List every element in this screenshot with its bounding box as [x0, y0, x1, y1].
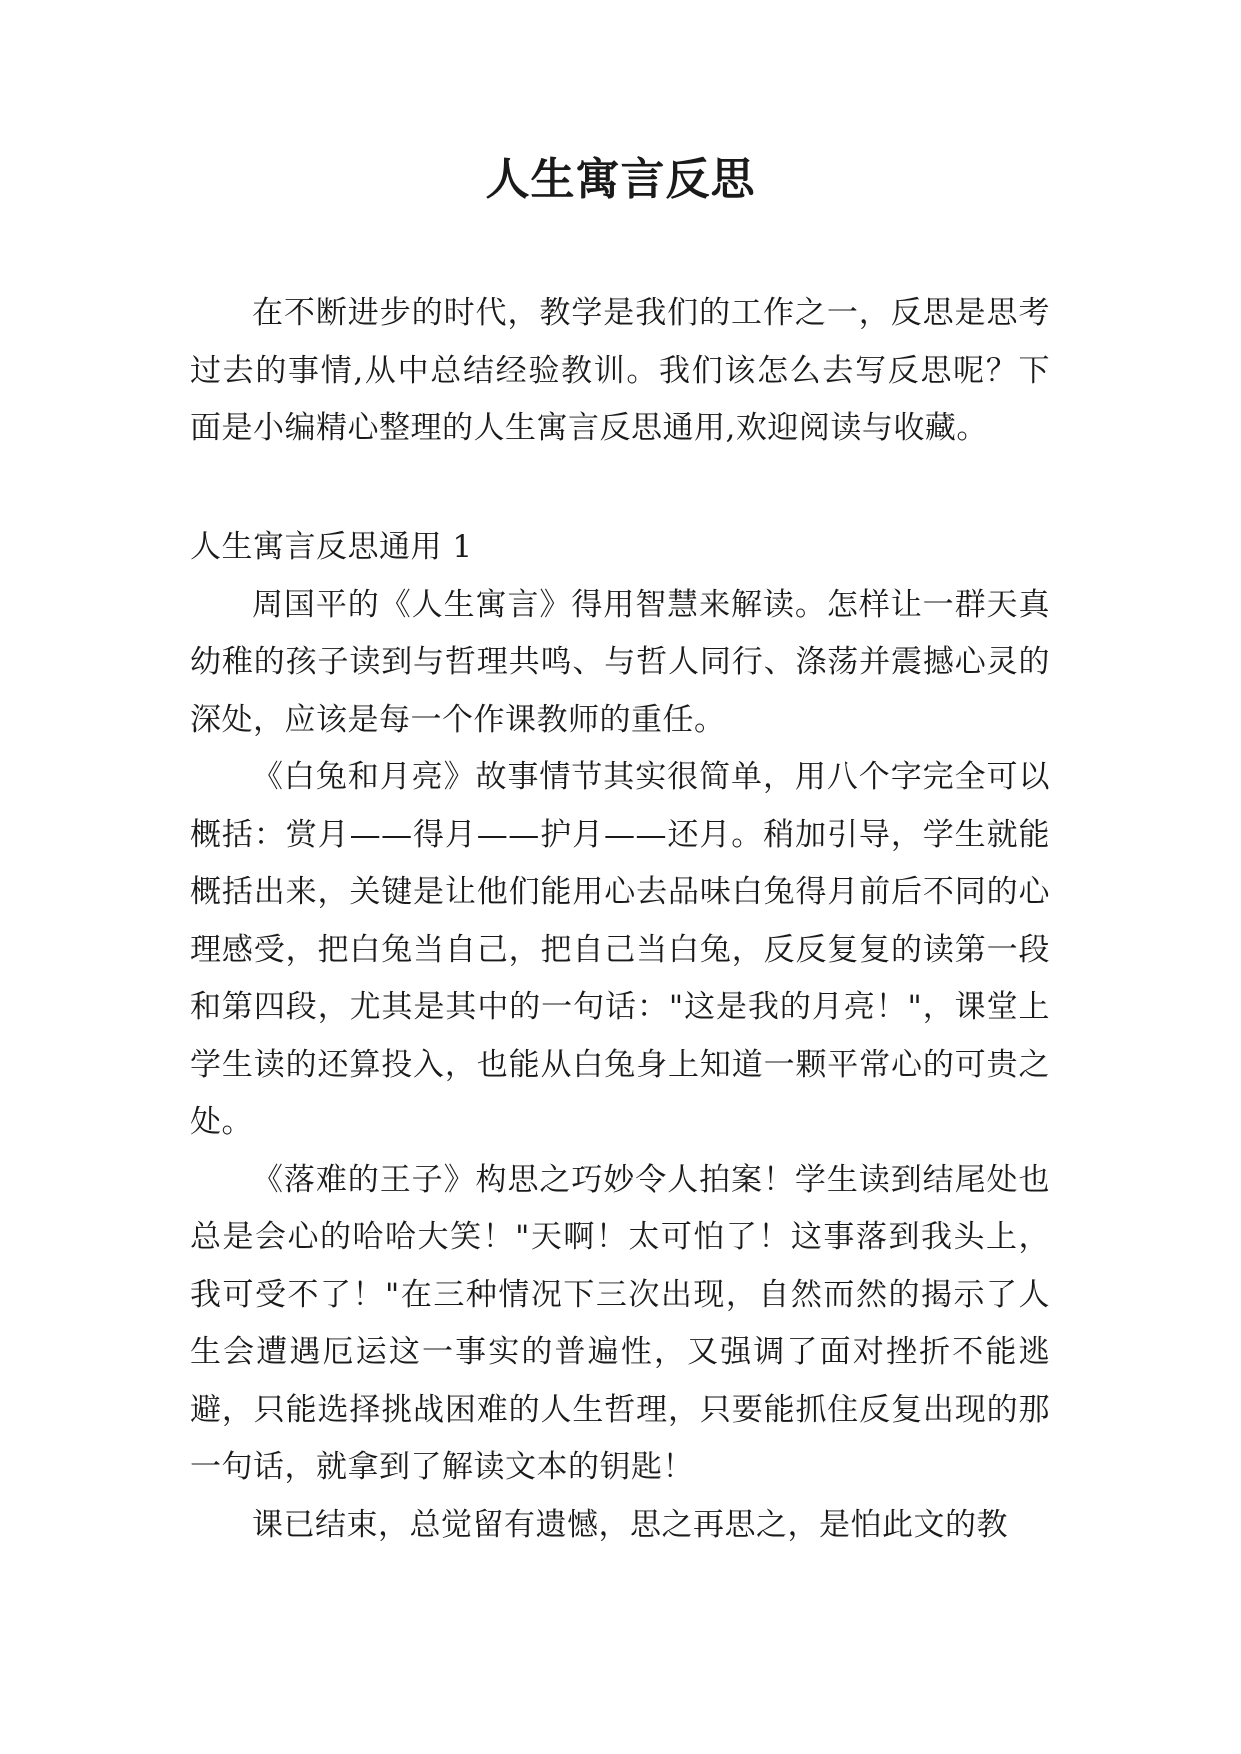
body-paragraph: 《落难的王子》构思之巧妙令人拍案！学生读到结尾处也总是会心的哈哈大笑！"天啊！太可怕了！这事落到我头上，我可受不了！"在三种情况下三次出现，自然而然的揭示了人生会遭遇厄运这一事实的普遍性，又强调了面对挫折不能逃避，只能选择挑战困难的人生哲理，只要能抓住反复出现的那一句话，就拿到了解读文本的钥匙！	[190, 1161, 1050, 1485]
body-paragraph: 课已结束，总觉留有遗憾，思之再思之，是怕此文的教	[252, 1506, 1008, 1543]
intro-block	[190, 285, 1050, 458]
body-paragraph: 《白兔和月亮》故事情节其实很简单，用八个字完全可以概括：赏月——得月——护月——还月。稍加引导，学生就能概括出来，关键是让他们能用心去品味白兔得月前后不同的心理感受，把白兔当自己，把自己当白兔，反反复复的读第一段和第四段，尤其是其中的一句话："这是我的月亮！"，课堂上学生读的还算投入，也能从白兔身上知道一颗平常心的可贵之处。	[190, 759, 1050, 1140]
section-heading: 人生寓言反思通用 1	[190, 529, 473, 565]
document-title: 人生寓言反思	[485, 154, 756, 205]
section-block	[190, 519, 1050, 1554]
body-paragraph: 周国平的《人生寓言》得用智慧来解读。怎样让一群天真幼稚的孩子读到与哲理共鸣、与哲人同行、涤荡并震撼心灵的深处，应该是每一个作课教师的重任。	[190, 586, 1050, 738]
intro-paragraph: 在不断进步的时代，教学是我们的工作之一，反思是思考过去的事情,从中总结经验教训。我们该怎么去写反思呢？下面是小编精心整理的人生寓言反思通用,欢迎阅读与收藏。	[190, 295, 1050, 446]
